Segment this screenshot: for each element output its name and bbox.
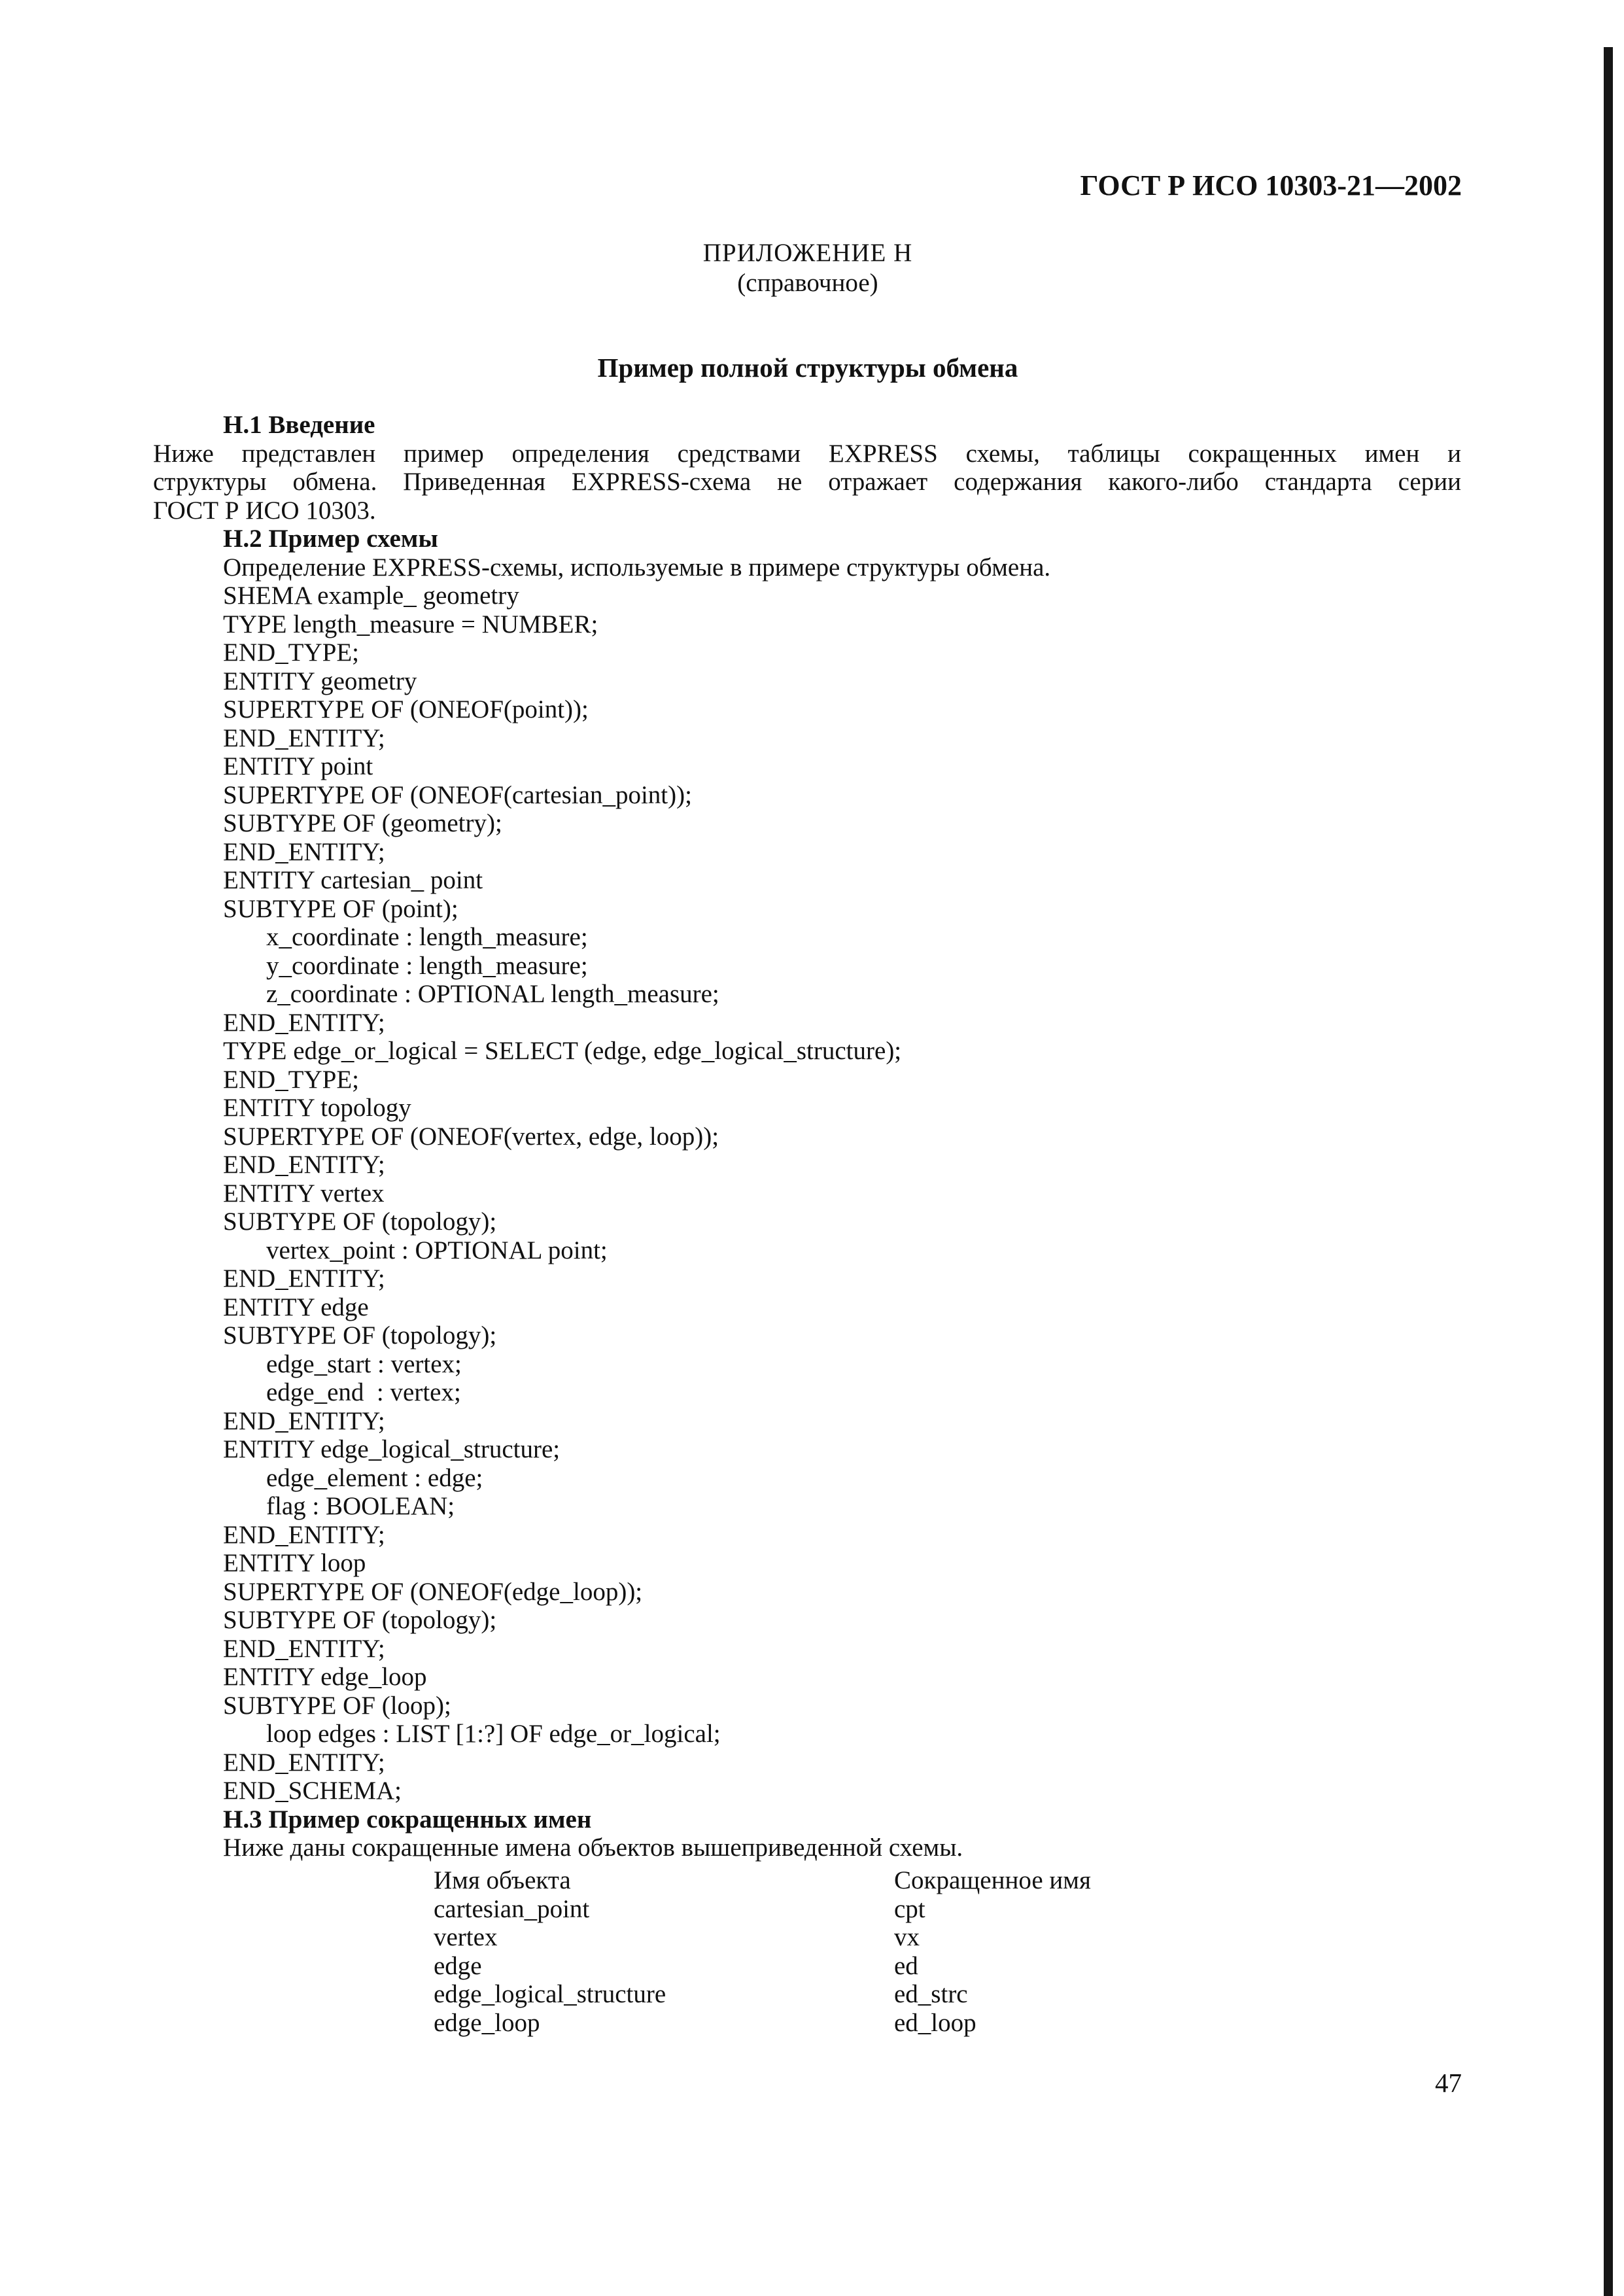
short-name-cell: vx	[894, 1923, 920, 1951]
object-name-cell: edge_logical_structure	[434, 1980, 666, 2008]
short-name-cell: cpt	[894, 1894, 925, 1923]
object-name-cell: vertex	[434, 1923, 498, 1951]
code-line: edge_element : edge;	[266, 1463, 483, 1492]
section-h3-intro: Ниже даны сокращенные имена объектов вышеприведенной схемы.	[223, 1834, 963, 1862]
code-line: END_ENTITY;	[223, 1520, 385, 1549]
code-line: SUBTYPE OF (topology);	[223, 1321, 497, 1349]
code-line: SUBTYPE OF (loop);	[223, 1691, 451, 1720]
code-line: SUBTYPE OF (topology);	[223, 1606, 497, 1634]
code-line: edge_start : vertex;	[266, 1349, 462, 1378]
short-name-cell: ed_strc	[894, 1980, 968, 2008]
code-line: END_ENTITY;	[223, 1634, 385, 1663]
code-line: ENTITY vertex	[223, 1179, 385, 1208]
section-h2-heading: Н.2 Пример схемы	[223, 525, 438, 553]
code-line: ENTITY cartesian_ point	[223, 866, 483, 894]
page-number: 47	[1435, 2068, 1462, 2098]
appendix-title: ПРИЛОЖЕНИЕ Н	[702, 239, 913, 267]
table-header-short-name: Сокращенное имя	[894, 1866, 1091, 1894]
short-name-cell: ed_loop	[894, 2008, 976, 2037]
code-line: SUBTYPE OF (point);	[223, 894, 458, 923]
table-body	[434, 1895, 1091, 2038]
code-line: TYPE edge_or_logical = SELECT (edge, edge_logical_structure);	[223, 1037, 902, 1065]
code-line: x_coordinate : length_measure;	[266, 923, 588, 951]
code-line: ENTITY point	[223, 752, 373, 780]
table-row	[434, 1980, 1091, 2009]
section-h2-intro: Определение EXPRESS-схемы, используемые в примере структуры обмена.	[223, 553, 1051, 582]
code-line: SUPERTYPE OF (ONEOF(point));	[223, 695, 589, 723]
abbreviation-table	[434, 1866, 1091, 2037]
code-line: END_ENTITY;	[223, 1151, 385, 1179]
section-h1-para-line-2: структуры обмена. Приведенная EXPRESS-схема не отражает содержания какого-либо стандарта серии	[153, 468, 1461, 496]
section-h1-para-line-1: Ниже представлен пример определения средствами EXPRESS схемы, таблицы сокращенных имен и	[153, 439, 1461, 468]
code-line: ENTITY topology	[223, 1094, 411, 1122]
table-header-row	[434, 1866, 1091, 1895]
code-line: ENTITY loop	[223, 1549, 366, 1577]
code-line: SUPERTYPE OF (ONEOF(edge_loop));	[223, 1577, 643, 1606]
object-name-cell: edge	[434, 1951, 482, 1980]
short-name-cell: ed	[894, 1951, 918, 1980]
express-schema-code	[153, 582, 1461, 1805]
code-line: SUPERTYPE OF (ONEOF(cartesian_point));	[223, 780, 692, 809]
code-line: ENTITY edge_loop	[223, 1663, 427, 1691]
code-line: END_TYPE;	[223, 1065, 359, 1094]
code-line: END_ENTITY;	[223, 1748, 385, 1777]
code-line: SHEMA example_ geometry	[223, 582, 519, 610]
table-header-object-name: Имя объекта	[434, 1866, 571, 1894]
object-name-cell: cartesian_point	[434, 1894, 590, 1923]
code-line: flag : BOOLEAN;	[266, 1492, 455, 1520]
main-title: Пример полной структуры обмена	[597, 353, 1018, 383]
code-line: y_coordinate : length_measure;	[266, 951, 588, 980]
code-line: END_ENTITY;	[223, 837, 385, 866]
code-line: END_ENTITY;	[223, 1406, 385, 1435]
code-line: END_TYPE;	[223, 638, 359, 667]
appendix-subtitle: (справочное)	[737, 269, 878, 297]
code-line: END_ENTITY;	[223, 1008, 385, 1037]
code-line: END_ENTITY;	[223, 723, 385, 752]
code-line: z_coordinate : OPTIONAL length_measure;	[266, 980, 719, 1008]
table-row	[434, 1952, 1091, 1981]
table-row	[434, 1895, 1091, 1924]
code-line: edge_end : vertex;	[266, 1378, 461, 1406]
standard-header: ГОСТ Р ИСО 10303-21—2002	[1080, 169, 1462, 201]
code-line: vertex_point : OPTIONAL point;	[266, 1236, 608, 1264]
code-line: SUPERTYPE OF (ONEOF(vertex, edge, loop));	[223, 1122, 719, 1151]
code-line: ENTITY edge	[223, 1293, 369, 1321]
section-h1-heading: Н.1 Введение	[223, 411, 375, 439]
document-body	[153, 411, 1461, 1862]
object-name-cell: edge_loop	[434, 2008, 540, 2037]
code-line: TYPE length_measure = NUMBER;	[223, 610, 598, 638]
code-line: END_SCHEMA;	[223, 1777, 402, 1805]
code-line: SUBTYPE OF (geometry);	[223, 809, 502, 837]
code-line: ENTITY geometry	[223, 667, 417, 695]
code-line: loop edges : LIST [1:?] OF edge_or_logical;	[266, 1720, 721, 1748]
code-line: END_ENTITY;	[223, 1264, 385, 1293]
table-row	[434, 2009, 1091, 2038]
section-h1-para-line-3: ГОСТ Р ИСО 10303.	[153, 496, 376, 525]
code-line: ENTITY edge_logical_structure;	[223, 1435, 561, 1463]
section-h3-heading: Н.3 Пример сокращенных имен	[223, 1805, 592, 1834]
code-line: SUBTYPE OF (topology);	[223, 1208, 497, 1236]
table-row	[434, 1923, 1091, 1952]
